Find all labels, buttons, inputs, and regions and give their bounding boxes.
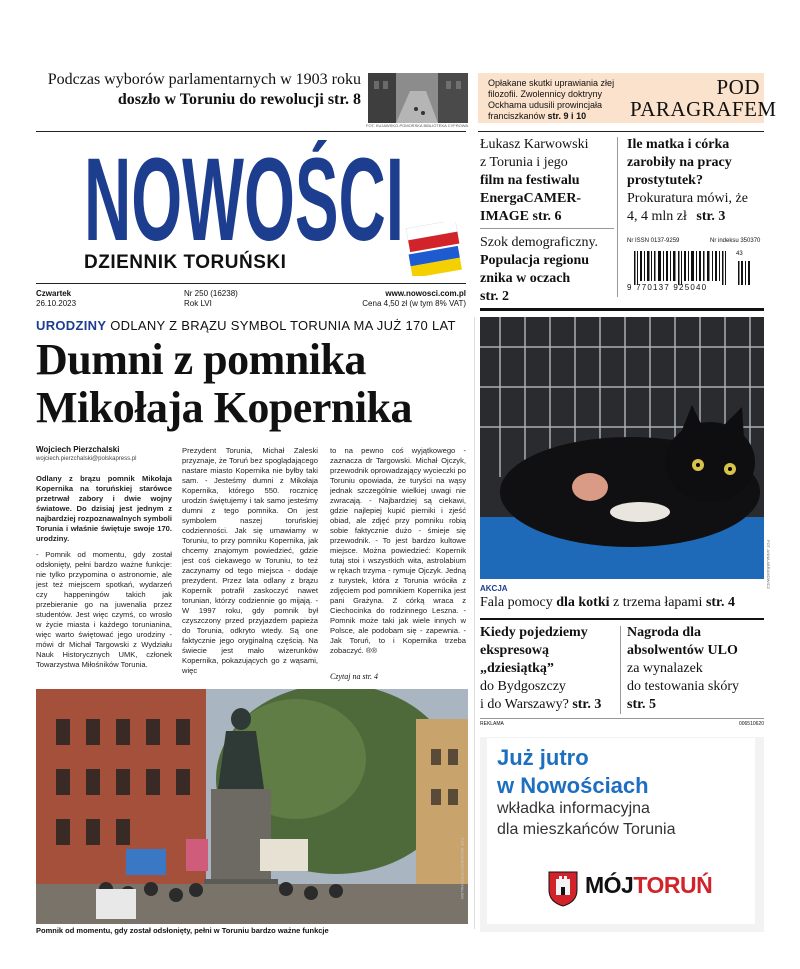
continued-link[interactable]: Czytaj na str. 4	[330, 672, 379, 681]
teaser-line: prostytutek?	[627, 173, 703, 188]
divider	[478, 131, 764, 132]
teaser-line: absolwentów ULO	[627, 643, 738, 658]
historic-street-image	[368, 73, 468, 123]
teaser-line: film na festiwalu	[480, 173, 580, 188]
photo-credit: FOT. WOJCIECH PIERZCHALSKI	[460, 838, 465, 900]
kicker-tag: URODZINY	[36, 318, 107, 333]
ad-subtitle	[497, 798, 675, 840]
article-author: Wojciech Pierzchalski	[36, 445, 120, 454]
monument-image	[36, 689, 468, 924]
teaser-line: do testowania skóry	[627, 679, 739, 694]
ad-code: 006510620	[738, 721, 764, 727]
issue-date-value: 26.10.2023	[36, 299, 77, 308]
issue-day: Czwartek	[36, 289, 72, 298]
teaser-ref: str. 3	[572, 697, 602, 712]
teaser-line: str. 2	[480, 289, 510, 304]
top-teaser-line1: Podczas wyborów parlamentarnych w 1903 roku	[47, 71, 361, 88]
cat-photo[interactable]	[480, 317, 764, 579]
website-link[interactable]: www.nowosci.com.pl	[385, 289, 466, 298]
teaser-text: Fala pomocy	[480, 595, 557, 610]
teaser-bold: dla kotki	[556, 595, 610, 610]
teaser-line: z Torunia i jego	[480, 155, 568, 170]
index-no: Nr indeksu 350370	[710, 238, 761, 244]
divider	[36, 283, 466, 284]
kicker-text: ODLANY Z BRĄZU SYMBOL TORUNIA MA JUŻ 170 LAT	[110, 318, 456, 333]
pod-paragrafem-desc: Opłakane skutki uprawiania złej filozofii. Zwolennicy doktryny Ockhama udusili prowincjała franciszkanów	[488, 78, 615, 121]
barcode-icon	[634, 251, 734, 285]
pod-paragrafem-title-line2: PARAGRAFEM	[630, 97, 777, 121]
divider	[36, 131, 466, 132]
ad-title-line: w Nowościach	[497, 773, 649, 798]
ad-title-line: Już jutro	[497, 745, 589, 770]
masthead-subtitle: DZIENNIK TORUŃSKI	[84, 252, 287, 273]
teaser-amount: 4, 4 mln zł	[627, 209, 687, 224]
article-column-1	[36, 474, 172, 684]
teaser-line: EnergaCAMER-	[480, 191, 582, 206]
nowosci-logo	[84, 140, 424, 250]
teaser-line: Prokuratura mówi, że	[627, 191, 748, 206]
divider	[480, 718, 764, 719]
divider	[480, 228, 614, 229]
teaser-line: Ile matka i córka	[627, 137, 730, 152]
article-headline[interactable]	[36, 336, 476, 432]
teaser-line: do Bydgoszczy	[480, 679, 566, 694]
article-column-2	[182, 446, 318, 684]
ad-brand-part: TORUŃ	[633, 872, 713, 898]
teaser-text: i do Warszawy?	[480, 697, 569, 712]
pod-paragrafem-ref: str. 9 i 10	[547, 111, 587, 121]
ad-title	[497, 744, 649, 800]
divider	[474, 317, 475, 929]
teaser-ref: str. 4	[705, 595, 735, 610]
issn: Nr ISSN 0137-9259	[627, 238, 680, 244]
article-column-3	[330, 446, 466, 674]
teaser-ref: str. 3	[696, 209, 726, 224]
teaser-matka-corka[interactable]	[627, 136, 767, 226]
teaser-line: „dziesiątką”	[480, 661, 554, 676]
teaser-line	[627, 208, 767, 226]
teaser-line: Nagroda dla	[627, 625, 702, 640]
teaser-line: Łukasz Karwowski	[480, 137, 589, 152]
teaser-line: zarobiły na pracy	[627, 155, 732, 170]
logo-wordmark: NOWOŚCI	[84, 140, 404, 250]
pod-paragrafem-title	[630, 75, 777, 121]
issue-price: Cena 4,50 zł (w tym 8% VAT)	[362, 299, 466, 308]
barcode-addon-icon	[738, 255, 752, 285]
pod-paragrafem-text	[488, 78, 638, 122]
issue-number	[184, 289, 238, 309]
copernicus-monument-photo[interactable]	[36, 689, 468, 924]
divider	[620, 626, 621, 714]
coat-of-arms-icon	[547, 870, 579, 908]
flags-icon	[404, 222, 466, 276]
teaser-ref: str. 5	[627, 697, 657, 712]
article-lead: Odlany z brązu pomnik Mikołaja Kopernika na toruńskiej starówce przetrwał zabory i dwie wojny światowe. Do dzisiaj jest jednym z najbardziej rozpoznawalnych symboli Torunia i właśnie świętuje swoje 170. urodziny.	[36, 474, 172, 543]
photo-credit: FOT. ANNA ABRAMOWICZ	[766, 540, 771, 589]
teaser-line: Kiedy pojedziemy	[480, 625, 588, 640]
ad-sub-line: dla mieszkańców Torunia	[497, 821, 676, 838]
cat-kicker: AKCJA	[480, 584, 508, 593]
ad-sub-line: wkładka informacyjna	[497, 800, 650, 817]
teaser-line: ekspresową	[480, 643, 549, 658]
headline-line: Dumni z pomnika	[36, 335, 366, 384]
teaser-szok-demograficzny[interactable]	[480, 234, 614, 306]
pod-paragrafem-title-line1: POD	[716, 75, 760, 99]
ad-brand-part: MÓJ	[585, 872, 634, 898]
article-kicker	[36, 318, 456, 333]
issue-meta	[300, 289, 466, 309]
article-body-3: to na pewno coś wyjątkowego - zaznacza dr Targowski. Michał Ojczyk, przewodnik oprowadzający wycieczki po Toruniu opowiada, że turyści na wąsy jednak szczególnie wielkiej uwagi nie zwracają. - Najbardziej są ciekawi, gdzie najlepiej kupić pierniki i zjeść obiad, ale zdjęć przy pomniku robią sobie faktycznie dużo - śmieje się przewodnik. - To jest bardzo kultowe miejsce. Można powiedzieć: Kopernik tutaj stoi i wszystkich wita, astrolabium w rękach trzyma - rymuje Ojczyk. Jedną z turystek, która z Torunia wróciła z zdjęciem pod pomnikiem Kopernika jest pani Grażyna. Z córką wraca z Ciechocinka do rodzinnego Leszna. - Pomnik może taki jak wiele innych w Polsce, ale podobam się - zapewnia. - Jak Toruń, to i Kopernika trzeba zobaczyć. ®®	[330, 446, 466, 655]
teaser-karwowski[interactable]	[480, 136, 614, 226]
photo-credit: FOT. KUJAWSKO-POMORSKA BIBLIOTEKA CYFROWA	[366, 123, 468, 128]
cat-teaser[interactable]	[480, 595, 735, 611]
top-teaser-line2: doszło w Toruniu do rewolucji str. 8	[117, 91, 361, 108]
teaser-line: IMAGE str. 6	[480, 209, 562, 224]
teaser-line	[480, 696, 618, 714]
ad-brand-logo	[585, 872, 712, 899]
divider	[480, 618, 764, 620]
teaser-line: za wynalazek	[627, 661, 703, 676]
author-email[interactable]: wojciech.pierzchalski@polskapress.pl	[36, 456, 137, 462]
article-body-1: - Pomnik od momentu, gdy został odsłonięty, pełni bardzo ważne funkcje: nie tylko przypomina o astronomie, ale jest też miejscem spotkań, wydarzeń czy happeningów takich jak przebieranie go na juwenalia przez studentów. Jest więc czymś, co wrosło w życie miasta i każdego torunianina, więc warto świętować jego urodziny - mówi dr Michał Targowski z Wydziału Nauk Historycznych UMK, członek Towarzystwa Miłośników Torunia.	[36, 550, 172, 669]
teaser-line: Populacja regionu	[480, 253, 590, 268]
divider	[480, 308, 764, 311]
ad-label: REKLAMA	[480, 721, 504, 727]
teaser-ulo[interactable]	[627, 624, 767, 714]
issue-no: Nr 250 (16238)	[184, 289, 238, 298]
teaser-line: Szok demograficzny.	[480, 235, 599, 250]
masthead-logo[interactable]	[84, 140, 424, 250]
barcode-addon: 43	[736, 251, 743, 257]
headline-line: Mikołaja Kopernika	[36, 383, 413, 432]
divider	[617, 137, 618, 297]
photo-caption: Pomnik od momentu, gdy został odsłonięty, pełni w Toruniu bardzo ważne funkcje	[36, 926, 329, 935]
issue-date	[36, 289, 76, 309]
top-teaser-photo[interactable]	[368, 73, 468, 123]
teaser-line: znika w oczach	[480, 271, 571, 286]
barcode-number: 9 770137 925040	[627, 283, 708, 292]
issue-volume: Rok LVI	[184, 299, 212, 308]
top-teaser[interactable]	[36, 70, 361, 110]
teaser-text: z trzema łapami	[609, 595, 706, 610]
article-body-2: Prezydent Torunia, Michał Zaleski przyznaje, że Toruń bez spoglądającego nastare miasto Kopernika nie byłby taki sam. - Jesteśmy dumni z Mikołaja Kopernika, którego 550. rocznicę urodzin świętujemy i tak samo jesteśmy dumni z tego pomnika. On jest symbolem naszej toruńskiej codzienności. Jak się umawiamy w Toruniu, to przy pomniku Kopernika, jak chcemy znajomym powiedzieć, gdzie jest coś ciekawego w Toruniu, to też zaczynamy od tego miejsca - dodaje prezydent. Przez lata odlany z brązu Kopernik potrafił zaskoczyć nawet torunian, którzy codziennie go mijają. - W 1997 roku, gdy pomnik był czyszczony przed przyjazdem papieża do Torunia, odkryto wtedy. Są one faktycznie jego oryginalną częścią. Na świecie jest mało wizerunków Kopernika, pokazujących go z wąsami, więc	[182, 446, 318, 675]
black-cat-image	[480, 317, 764, 579]
teaser-ekspresowa[interactable]	[480, 624, 618, 714]
